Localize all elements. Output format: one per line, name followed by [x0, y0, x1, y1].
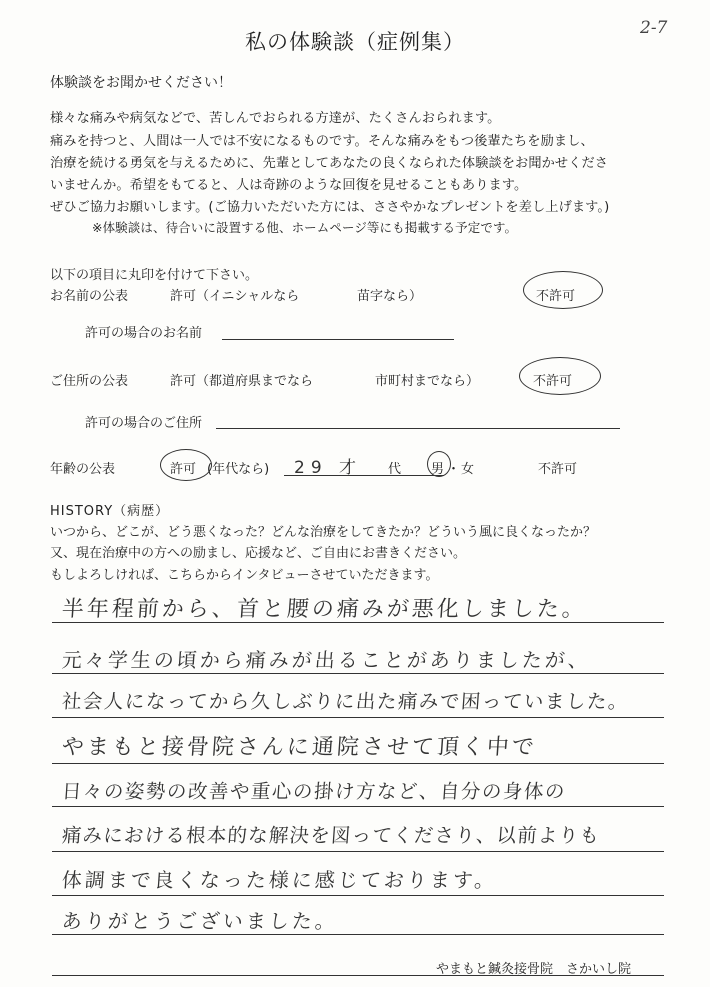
address-followup-label: 許可の場合のご住所 — [85, 416, 203, 431]
writing-line — [52, 763, 664, 764]
handwritten-line: 体調まで良くなった様に感じております。 — [61, 868, 499, 892]
decade-label: 代 — [388, 462, 402, 477]
history-heading: HISTORY（病歴） — [50, 504, 170, 519]
page-title: 私の体験談（症例集） — [245, 30, 465, 54]
address-disclosure-label: ご住所の公表 — [50, 374, 129, 389]
gender-female[interactable]: 女 — [461, 462, 475, 477]
address-option-prefecture[interactable]: 許可（都道府県までなら — [170, 374, 314, 389]
selection-circle — [160, 449, 212, 481]
instruction: 以下の項目に丸印を付けて下さい。 — [50, 268, 259, 283]
writing-line — [52, 717, 664, 718]
handwritten-line: 日々の姿勢の改善や重心の掛け方など、自分の身体の — [61, 780, 567, 803]
gender-male[interactable]: 男 — [431, 462, 445, 477]
handwritten-line: 半年程前から、首と腰の痛みが悪化しました。 — [60, 597, 588, 622]
section-heading: 体験談をお聞かせください！ — [50, 75, 232, 91]
name-option-initial[interactable]: 許可（イニシャルなら — [170, 289, 300, 304]
writing-line — [52, 851, 664, 852]
address-option-city[interactable]: 市町村までなら） — [375, 374, 480, 389]
address-option-deny[interactable]: 不許可 — [533, 374, 573, 389]
page-number: 2-7 — [640, 18, 668, 38]
name-disclosure-label: お名前の公表 — [50, 289, 129, 304]
writing-line — [52, 806, 664, 807]
selection-circle — [523, 271, 603, 309]
selection-circle — [519, 357, 601, 395]
name-followup-label: 許可の場合のお名前 — [85, 326, 203, 341]
writing-line — [52, 934, 664, 935]
age-disclosure-label: 年齢の公表 — [50, 462, 116, 477]
intro-line: いませんか。希望をもてると、人は奇跡のような回復を見せることもあります。 — [50, 178, 528, 193]
footer-line — [52, 975, 664, 976]
handwritten-line: ありがとうございました。 — [61, 909, 339, 933]
name-option-deny[interactable]: 不許可 — [536, 289, 576, 304]
name-field-line[interactable] — [222, 339, 454, 340]
intro-note: ※体験談は、待合いに設置する他、ホームページ等にも掲載する予定です。 — [92, 220, 518, 235]
handwritten-line: 元々学生の頃から痛みが出ることがありましたが、 — [61, 648, 592, 672]
clinic-name: やまもと鍼灸接骨院 さかいし院 — [436, 962, 632, 977]
history-prompt: 又、現在治療中の方への励まし、応援など、ご自由にお書きください。 — [50, 546, 467, 561]
age-option-decade: (年代なら) — [207, 462, 270, 477]
handwritten-line: 社会人になってから久しぶりに出た痛みで困っていました。 — [61, 690, 630, 713]
writing-line — [52, 673, 664, 674]
writing-line — [52, 622, 664, 623]
history-prompt: もしよろしければ、こちらからインタビューさせていただきます。 — [50, 568, 439, 583]
gender-separator: ・ — [447, 462, 461, 477]
address-field-line[interactable] — [216, 428, 620, 429]
history-prompt: いつから、どこが、どう悪くなった？どんな治療をしてきたか？どういう風に良くなったか？ — [50, 525, 597, 540]
name-option-surname[interactable]: 苗字なら） — [357, 289, 423, 304]
handwritten-line: 痛みにおける根本的な解決を図ってくださり、以前よりも — [61, 824, 601, 847]
age-option-deny[interactable]: 不許可 — [538, 462, 578, 477]
age-option-allow[interactable]: 許可 — [170, 462, 197, 477]
age-field-line[interactable] — [284, 475, 444, 476]
intro-line: ぜひご協力お願いします。(ご協力いただいた方には、ささやかなプレゼントを差し上げます。) — [50, 200, 610, 215]
handwritten-line: やまもと接骨院さんに通院させて頂く中で — [60, 735, 538, 760]
intro-line: 様々な痛みや病気などで、苦しんでおられる方達が、たくさんおられます。 — [50, 111, 501, 126]
intro-line: 治療を続ける勇気を与えるために、先輩としてあなたの良くなられた体験談をお聞かせくださ — [50, 156, 609, 171]
intro-line: 痛みを持つと、人間は一人では不安になるものです。そんな痛みをもつ後輩たちを励まし、 — [50, 134, 594, 149]
age-value: 29 才 — [294, 458, 363, 478]
writing-line — [52, 895, 664, 896]
